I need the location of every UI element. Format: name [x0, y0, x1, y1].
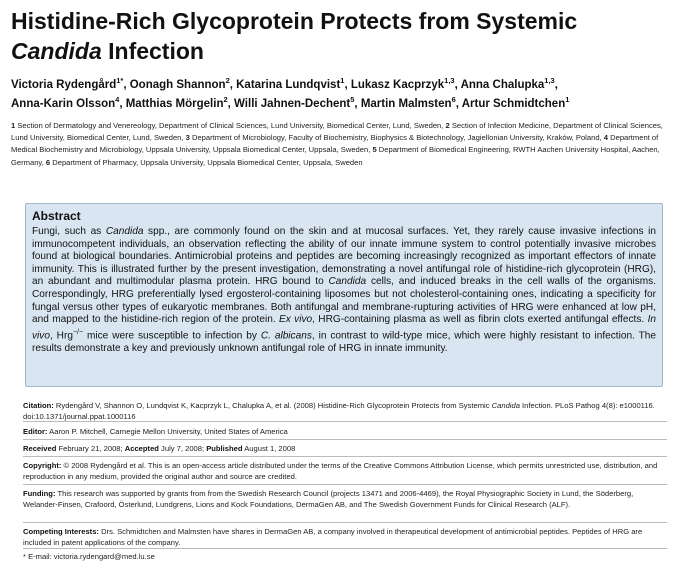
author: Martin Malmsten$^6$,: [360, 95, 462, 110]
divider: [23, 421, 667, 422]
author: Anna-Karin Olsson$^4$,: [11, 95, 126, 110]
affiliation: 2 Section of Infection Medicine, Department of Clinical Sciences, Lund University, Biomedical Center, Lund, Sweden,: [11, 121, 663, 143]
author: Artur Schmidtchen$^1$: [461, 95, 570, 110]
article-title: [11, 6, 671, 66]
email[interactable]: * E-mail: victoria.rydengard@med.lu.se: [23, 552, 155, 561]
abstract-heading: Abstract: [32, 209, 81, 223]
affiliation: 6 Department of Pharmacy, Uppsala University, Uppsala Biomedical Center, Uppsala, Sweden: [45, 157, 363, 167]
title-italic-genus: Candida: [11, 38, 102, 64]
divider: [23, 439, 667, 440]
divider: [23, 484, 667, 485]
competing-interests: Competing Interests: Drs. Schmidtchen and Malmsten have shares in DermaGen AB, a company involved in therapeutical development of antimicrobial peptides. Peptides of HRG are included in patent applications of the company.: [23, 527, 643, 547]
author: Oonagh Shannon$^2$,: [129, 76, 237, 91]
affiliation: 5 Department of Biomedical Engineering, RWTH Aachen University Hospital, Aachen, Germany,: [11, 145, 660, 167]
citation: Citation: Rydengård V, Shannon O, Lundqvist K, Kacprzyk L, Chalupka A, et al. (2008) Histidine-Rich Glycoprotein Protects from Systemic Candida Infection. PLoS Pathog 4(8): e1000116. doi:10.1371/journal.ppat.1000116: [23, 401, 655, 421]
divider: [23, 456, 667, 457]
affiliation: 3 Department of Microbiology, Faculty of Biochemistry, Biophysics & Biotechnology, Jagiellonian University, Kraków, Poland,: [185, 133, 604, 143]
author: Anna Chalupka$^{1,3}$,: [460, 76, 558, 91]
title-line-2: Infection: [101, 38, 204, 64]
author: Lukasz Kacprzyk$^{1,3}$,: [350, 76, 461, 91]
author: Victoria Rydengård$^{1*}$,: [11, 76, 130, 91]
author: Katarina Lundqvist$^1$,: [236, 76, 351, 91]
affiliations: [11, 120, 675, 169]
author-list: [11, 76, 675, 114]
divider: [23, 522, 667, 523]
dates: Received February 21, 2008; Accepted July 7, 2008; Published August 1, 2008: [23, 444, 296, 453]
affiliation: 1 Section of Dermatology and Venereology, Department of Clinical Sciences, Lund University, Biomedical Center, Lund, Sweden,: [11, 121, 446, 130]
title-line-1: Histidine-Rich Glycoprotein Protects from Systemic: [11, 8, 578, 34]
editor: Editor: Aaron P. Mitchell, Carnegie Mellon University, United States of America: [23, 427, 288, 436]
author: Matthias Mörgelin$^2$,: [125, 95, 235, 110]
copyright: Copyright: © 2008 Rydengård et al. This is an open-access article distributed under the terms of the Creative Commons Attribution License, which permits unrestricted use, distribution, and reproduction in any medium, provided the original author and source are credited.: [23, 461, 658, 481]
author: Willi Jahnen-Dechent$^5$,: [234, 95, 361, 110]
funding: Funding: This research was supported by grants from from the Swedish Research Council (projects 13471 and 2006-4469), the Royal Physiographic Society in Lund, the Söderberg, Welander-Finsen, Crafoord, Österlund, Lundgrens, Lions and Kock Foundations, DermaGen AB, and The Swedish Government Funds for Clinical Research (ALF).: [23, 489, 634, 509]
divider: [23, 548, 667, 549]
affiliation: 4 Department of Medical Biochemistry and Microbiology, Uppsala University, Uppsala Biomedical Center, Uppsala, Sweden,: [11, 133, 659, 155]
abstract-text: Fungi, such as Candida spp., are commonly found on the skin and at mucosal surfaces. Yet, they rarely cause invasive infections in immunocompetent individuals, an observation reflecting the ability of our innate immune system to control potentially invasive microbes found at biological boundaries. Antimicrobial proteins and peptides are becoming increasingly recognized as important effectors of innate immunity. This is illustrated further by the present investigation, demonstrating a novel antifungal role of histidine-rich glycoprotein (HRG), an abundant and multimodular plasma protein. HRG bound to Candida cells, and induced breaks in the cell walls of the organisms. Correspondingly, HRG preferentially lysed ergosterol-containing liposomes but not cholesterol-containing ones, indicating a specificity for fungal versus other types of eukaryotic membranes. Both antifungal and membrane-rupturing activities of HRG were enhanced at low pH, and mapped to the histidine-rich region of the protein. Ex vivo, HRG-containing plasma as well as fibrin clots exerted antifungal effects. In vivo, Hrg−/− mice were susceptible to infection by C. albicans, in contrast to wild-type mice, which were highly resistant to infection. The results demonstrate a key and previously unknown antifungal role of HRG in innate immunity.: [32, 226, 656, 354]
